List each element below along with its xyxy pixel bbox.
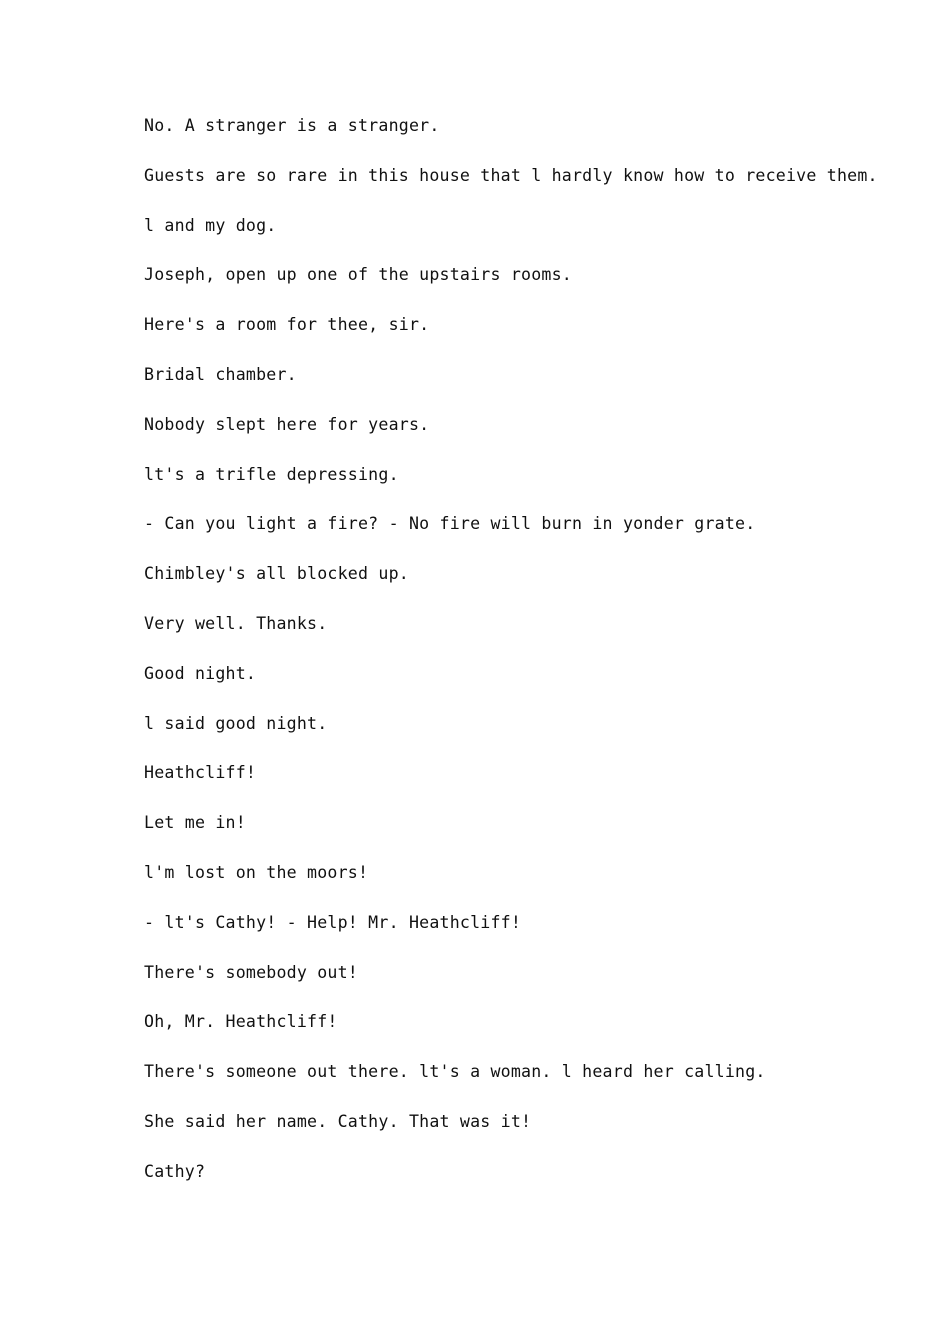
transcript-line: Nobody slept here for years. bbox=[144, 414, 430, 434]
transcript-line: She said her name. Cathy. That was it! bbox=[144, 1111, 532, 1131]
transcript-line: Let me in! bbox=[144, 813, 246, 833]
transcript-line: l said good night. bbox=[144, 713, 328, 733]
transcript-line: Very well. Thanks. bbox=[144, 613, 328, 633]
transcript-line: There's somebody out! bbox=[144, 962, 358, 982]
transcript-line: l and my dog. bbox=[144, 215, 277, 235]
transcript-lines bbox=[144, 112, 878, 1208]
transcript-line: Cathy? bbox=[144, 1161, 206, 1181]
transcript-line: lt's a trifle depressing. bbox=[144, 464, 399, 484]
transcript-line: - Can you light a fire? - No fire will burn in yonder grate. bbox=[144, 514, 756, 534]
transcript-line: Bridal chamber. bbox=[144, 364, 297, 384]
transcript-line: Joseph, open up one of the upstairs rooms. bbox=[144, 265, 572, 285]
transcript-line: Heathcliff! bbox=[144, 763, 257, 783]
transcript-line: There's someone out there. lt's a woman. l heard her calling. bbox=[144, 1062, 766, 1082]
transcript-line: Here's a room for thee, sir. bbox=[144, 315, 430, 335]
transcript-line: Oh, Mr. Heathcliff! bbox=[144, 1012, 338, 1032]
transcript-line: l'm lost on the moors! bbox=[144, 862, 369, 882]
transcript-line: Good night. bbox=[144, 663, 257, 683]
transcript-line: Guests are so rare in this house that l hardly know how to receive them. bbox=[144, 165, 878, 185]
transcript-line: Chimbley's all blocked up. bbox=[144, 564, 409, 584]
transcript-line: No. A stranger is a stranger. bbox=[144, 116, 440, 135]
transcript-line: - lt's Cathy! - Help! Mr. Heathcliff! bbox=[144, 912, 522, 932]
